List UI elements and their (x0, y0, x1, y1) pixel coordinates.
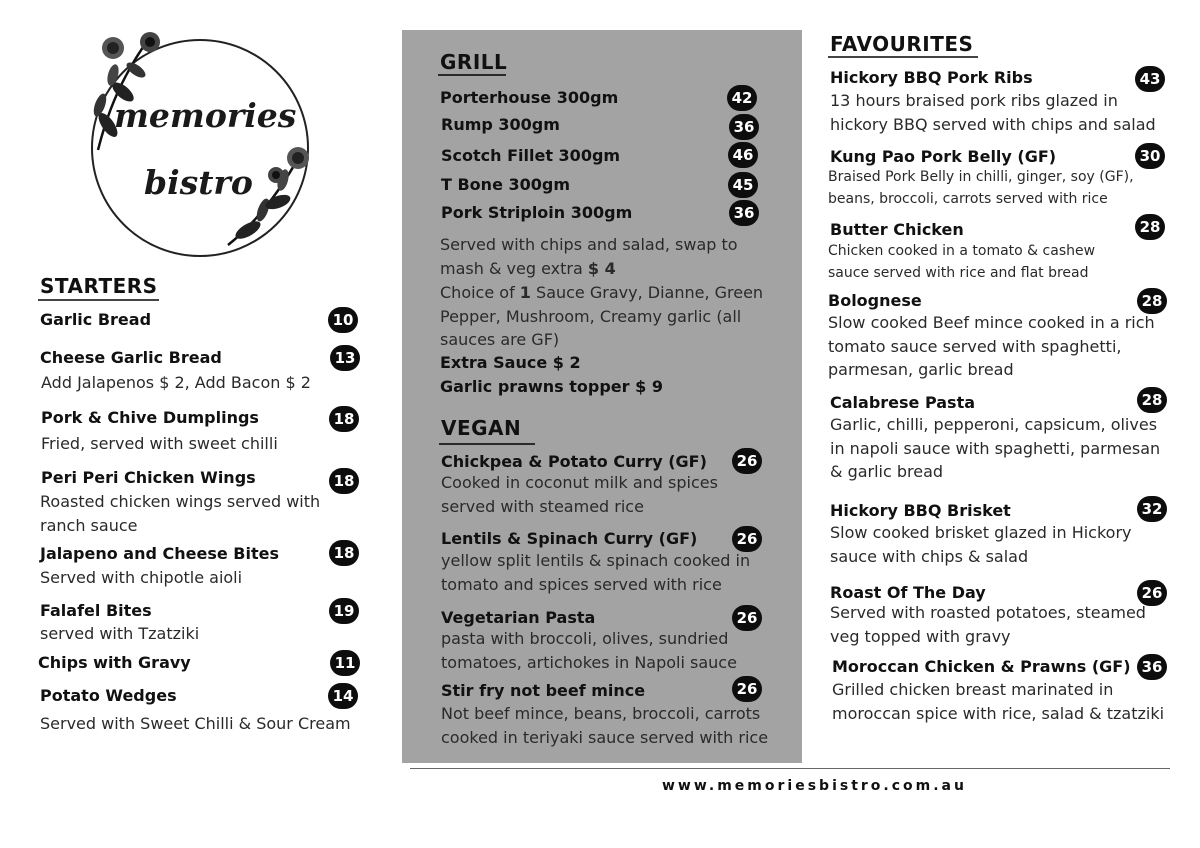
starter-falafel-name: Falafel Bites (40, 601, 152, 620)
vegan-lentils-name: Lentils & Spinach Curry (GF) (441, 529, 698, 548)
fav-moroccan-name: Moroccan Chicken & Prawns (GF) (832, 657, 1131, 676)
starter-dumplings-desc: Fried, served with sweet chilli (41, 434, 278, 453)
starter-chips-gravy-price: 11 (330, 650, 360, 676)
grill-served-text: Served with chips and salad, swap to mash & veg extra (440, 235, 738, 278)
vegan-chickpea-desc: Cooked in coconut milk and spices served with steamed rice (441, 473, 718, 516)
fav-bolognese-desc: Slow cooked Beef mince cooked in a rich tomato sauce served with spaghetti, parmesan, garlic bread (828, 313, 1155, 379)
starter-wings-name: Peri Peri Chicken Wings (41, 468, 256, 487)
fav-butter-chicken-name: Butter Chicken (830, 220, 964, 239)
starter-falafel-desc: served with Tzatziki (40, 624, 200, 643)
logo-word-memories: memories (114, 96, 297, 135)
starter-jalapeno-bites-price: 18 (329, 540, 359, 566)
vegan-chickpea-name: Chickpea & Potato Curry (GF) (441, 452, 707, 471)
fav-roast-name: Roast Of The Day (830, 583, 986, 602)
starter-chips-gravy-name: Chips with Gravy (38, 653, 191, 672)
floral-wreath-icon (78, 30, 318, 260)
fav-kung-pao-name: Kung Pao Pork Belly (GF) (830, 147, 1057, 166)
favourites-underline (828, 56, 978, 58)
grill-choice-pre: Choice of (440, 283, 515, 302)
grill-heading: GRILL (440, 50, 508, 74)
starters-heading: STARTERS (40, 274, 158, 298)
website-link[interactable]: www.memoriesbistro.com.au (662, 778, 967, 794)
fav-calabrese-price: 28 (1137, 387, 1167, 413)
grill-extra-sauce: Extra Sauce $ 2 (440, 353, 581, 372)
fav-pork-ribs-price: 43 (1135, 66, 1165, 92)
starter-wings-desc: Roasted chicken wings served with ranch sauce (40, 492, 321, 535)
vegan-lentils-price: 26 (732, 526, 762, 552)
favourites-heading: FAVOURITES (830, 32, 974, 56)
starters-underline (38, 299, 159, 301)
grill-porterhouse-price: 42 (727, 85, 757, 111)
starter-cheese-garlic-bread-price: 13 (330, 345, 360, 371)
grill-scotch-fillet-name: Scotch Fillet 300gm (441, 146, 621, 165)
starter-jalapeno-bites-name: Jalapeno and Cheese Bites (40, 544, 279, 563)
logo-word-bistro: bistro (144, 163, 253, 202)
fav-butter-chicken-desc: Chicken cooked in a tomato & cashew sauce served with rice and flat bread (828, 243, 1096, 281)
starter-falafel-price: 19 (329, 598, 359, 624)
starter-garlic-bread-price: 10 (328, 307, 358, 333)
grill-choice-post: Sauce Gravy, Dianne, Green Pepper, Mushroom, Creamy garlic (all sauces are GF) (440, 283, 764, 349)
starter-garlic-bread-name: Garlic Bread (40, 310, 152, 329)
grill-served-extra-price: $ 4 (587, 258, 616, 278)
vegan-pasta-price: 26 (732, 605, 762, 631)
grill-underline (438, 74, 506, 76)
grill-pork-striploin-name: Pork Striploin 300gm (441, 203, 633, 222)
starter-wedges-price: 14 (328, 683, 358, 709)
starter-cheese-garlic-bread-name: Cheese Garlic Bread (40, 348, 222, 367)
grill-choice-num: 1 (519, 283, 531, 302)
starter-wedges-desc: Served with Sweet Chilli & Sour Cream (40, 714, 351, 733)
grill-t-bone-price: 45 (728, 172, 758, 198)
fav-kung-pao-price: 30 (1135, 143, 1165, 169)
grill-scotch-fillet-price: 46 (728, 142, 758, 168)
starter-dumplings-price: 18 (329, 406, 359, 432)
vegan-underline (439, 443, 535, 445)
grill-rump-name: Rump 300gm (441, 115, 560, 134)
fav-pork-ribs-desc: 13 hours braised pork ribs glazed in hickory BBQ served with chips and salad (830, 91, 1156, 134)
vegan-pasta-name: Vegetarian Pasta (441, 608, 596, 627)
starter-wings-price: 18 (329, 468, 359, 494)
vegan-stir-fry-name: Stir fry not beef mince (441, 681, 646, 700)
fav-roast-desc: Served with roasted potatoes, steamed veg topped with gravy (830, 603, 1146, 646)
starter-dumplings-name: Pork & Chive Dumplings (41, 408, 259, 427)
fav-bolognese-price: 28 (1137, 288, 1167, 314)
starter-wedges-name: Potato Wedges (40, 686, 177, 705)
fav-bolognese-name: Bolognese (828, 291, 922, 310)
grill-served-note (440, 233, 770, 280)
grill-garlic-prawns: Garlic prawns topper $ 9 (440, 377, 663, 396)
fav-brisket-price: 32 (1137, 496, 1167, 522)
grill-pork-striploin-price: 36 (729, 200, 759, 226)
fav-pork-ribs-name: Hickory BBQ Pork Ribs (830, 68, 1033, 87)
fav-calabrese-desc: Garlic, chilli, pepperoni, capsicum, olives in napoli sauce with spaghetti, parmesan & garlic bread (830, 415, 1161, 481)
starter-cheese-garlic-bread-desc: Add Jalapenos $ 2, Add Bacon $ 2 (41, 373, 311, 392)
vegan-stir-fry-desc: Not beef mince, beans, broccoli, carrots cooked in teriyaki sauce served with rice (441, 704, 769, 747)
fav-brisket-name: Hickory BBQ Brisket (830, 501, 1011, 520)
vegan-lentils-desc: yellow split lentils & spinach cooked in tomato and spices served with rice (441, 551, 751, 594)
fav-moroccan-price: 36 (1137, 654, 1167, 680)
fav-brisket-desc: Slow cooked brisket glazed in Hickory sauce with chips & salad (830, 523, 1132, 566)
footer-divider (410, 768, 1170, 769)
grill-rump-price: 36 (729, 114, 759, 140)
fav-calabrese-name: Calabrese Pasta (830, 393, 976, 412)
starter-jalapeno-bites-desc: Served with chipotle aioli (40, 568, 243, 587)
vegan-heading: VEGAN (441, 416, 522, 440)
fav-roast-price: 26 (1137, 580, 1167, 606)
vegan-pasta-desc: pasta with broccoli, olives, sundried tomatoes, artichokes in Napoli sauce (441, 629, 737, 672)
grill-t-bone-name: T Bone 300gm (441, 175, 571, 194)
grill-porterhouse-name: Porterhouse 300gm (440, 88, 619, 107)
grill-sauce-choice-note (440, 281, 770, 352)
fav-butter-chicken-price: 28 (1135, 214, 1165, 240)
fav-kung-pao-desc: Braised Pork Belly in chilli, ginger, soy (GF), beans, broccoli, carrots served with rice (828, 169, 1134, 207)
vegan-chickpea-price: 26 (732, 448, 762, 474)
vegan-stir-fry-price: 26 (732, 676, 762, 702)
logo (78, 30, 318, 260)
fav-moroccan-desc: Grilled chicken breast marinated in moroccan spice with rice, salad & tzatziki (832, 680, 1165, 723)
